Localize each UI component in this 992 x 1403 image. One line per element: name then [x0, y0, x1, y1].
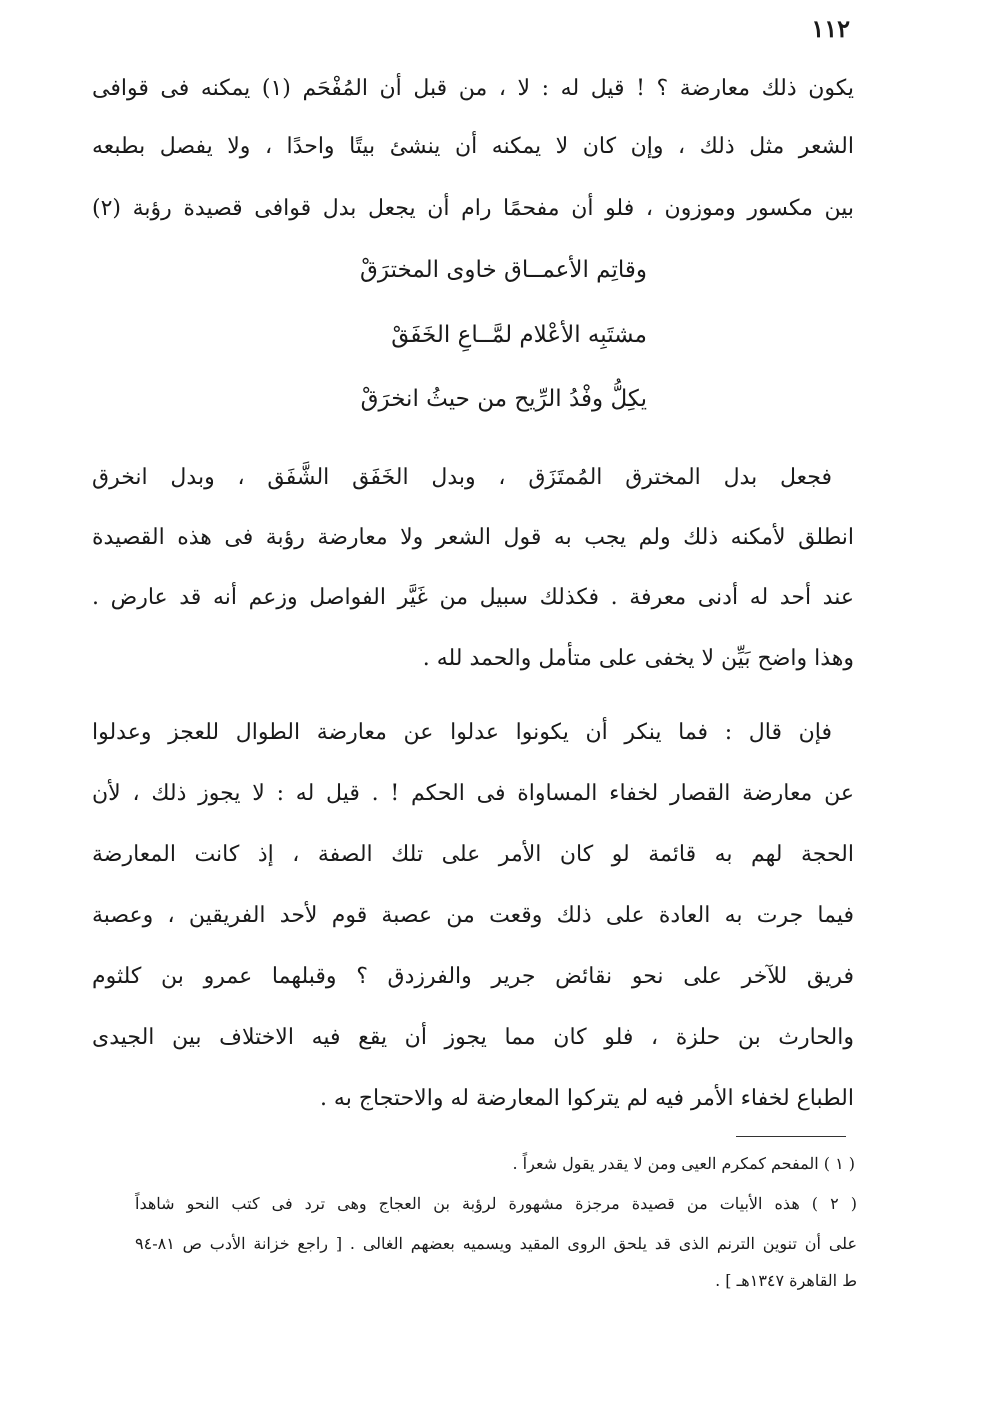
body-line: فريق للآخر على نحو نقائض جرير والفرزدق ؟ وقبلهما عمرو بن كلثوم [92, 964, 854, 989]
verse-line: يكِلُّ وفْدُ الرِّيح من حيثُ انخرَقْ [360, 386, 647, 412]
footnote-line: على أن تنوين الترنم الذى قد يلحق الروى المقيد ويسميه بعضهم الغالى . [ راجع خزانة الأدب ص ٨١-٩٤ [135, 1234, 857, 1253]
body-line: وهذا واضح بَيِّن لا يخفى على متأمل والحمد لله . [422, 646, 854, 671]
footnote-line: ( ٢ ) هذه الأبيات من قصيدة مرجزة مشهورة لرؤبة بن العجاج وهى ترد فى كتب النحو شاهداً [135, 1194, 857, 1213]
body-line: بين مكسور وموزون ، فلو أن مفحمًا رام أن يجعل بدل قوافى قصيدة رؤبة (٢) [92, 196, 854, 221]
body-line: عن معارضة القصار لخفاء المساواة فى الحكم ! . قيل له : لا يجوز ذلك ، لأن [92, 781, 854, 806]
body-line: فإن قال : فما ينكر أن يكونوا عدلوا عن معارضة الطوال للعجز وعدلوا [92, 720, 832, 745]
footnote-line: ( ١ ) المفحم كمكرم العيى ومن لا يقدر يقول شعراً . [512, 1154, 855, 1173]
footnote-separator [736, 1136, 846, 1137]
body-line: يكون ذلك معارضة ؟ ! قيل له : لا ، من قبل أن المُفْحَم (١) يمكنه فى قوافى [92, 76, 854, 101]
body-line: الطباع لخفاء الأمر فيه لم يتركوا المعارضة له والاحتجاج به . [319, 1086, 854, 1111]
body-line: الشعر مثل ذلك ، وإن كان لا يمكنه أن ينشئ بيتًا واحدًا ، ولا يفصل بطبعه [92, 134, 854, 159]
body-line: فجعل بدل المخترق المُمتَزَق ، وبدل الخَفَق الشَّفَق ، وبدل انخرق [92, 465, 832, 490]
body-line: الحجة لهم به قائمة لو كان الأمر على تلك الصفة ، إذ كانت المعارضة [92, 842, 854, 867]
verse-line: مشتَبِه الأعْلام لمَّــاعِ الخَفَقْ [391, 322, 647, 348]
page-number: ١١٢ [811, 14, 850, 43]
body-line: انطلق لأمكنه ذلك ولم يجب به قول الشعر ولا معارضة رؤبة فى هذه القصيدة [92, 525, 854, 550]
body-line: عند أحد له أدنى معرفة . فكذلك سبيل من غَيَّر الفواصل وزعم أنه قد عارض . [92, 585, 854, 610]
body-line: فيما جرت به العادة على ذلك وقعت من عصبة قوم لأحد الفريقين ، وعصبة [92, 903, 854, 928]
verse-line: وقاتِم الأعمــاق خاوى المخترَقْ [360, 257, 647, 283]
body-line: والحارث بن حلزة ، فلو كان مما يجوز أن يقع فيه الاختلاف بين الجيدى [92, 1025, 854, 1050]
footnote-line: ط القاهرة ١٣٤٧هـ ] . [715, 1271, 857, 1290]
